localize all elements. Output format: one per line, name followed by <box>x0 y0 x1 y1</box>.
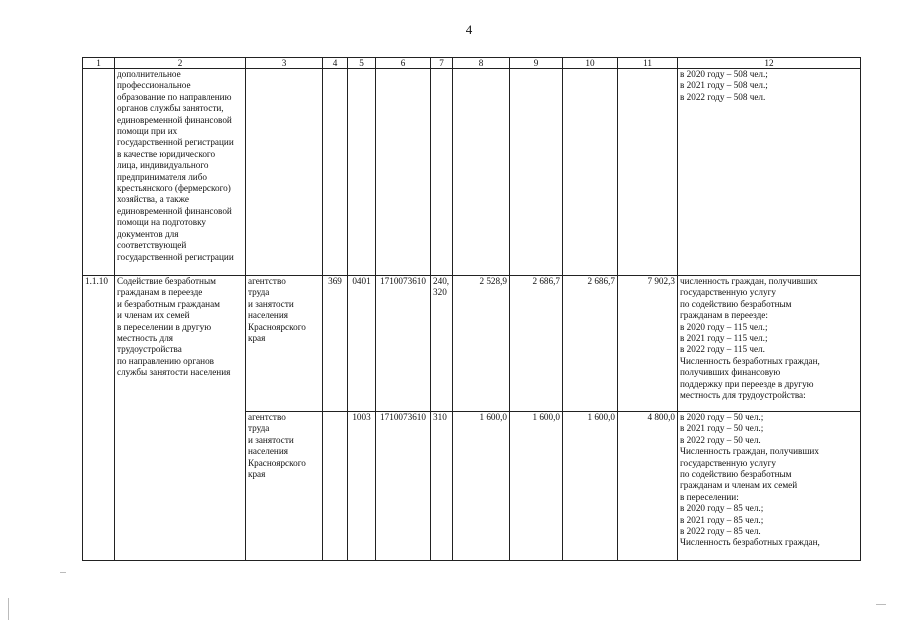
text-line: Численность граждан, получивших <box>680 446 819 457</box>
text-line: документов для <box>117 228 179 239</box>
text-line: в переселении: <box>680 491 739 502</box>
header-cell: 6 <box>376 58 431 69</box>
text-line: государственной регистрации <box>117 137 234 148</box>
scan-artifact <box>8 598 9 620</box>
header-row <box>83 58 861 69</box>
text-line: в 2021 году – 508 чел.; <box>680 80 768 91</box>
header-cell: 1 <box>83 58 115 69</box>
cell-col4 <box>323 69 348 276</box>
text-line: помощи при их <box>117 126 178 137</box>
text-line: государственной регистрации <box>117 251 234 262</box>
text-line: агентство <box>248 276 286 286</box>
text-line: государственную услугу <box>680 457 776 468</box>
text-line: хозяйства, а также <box>117 194 189 205</box>
scan-artifact <box>60 572 66 573</box>
text-line: населения <box>248 310 288 321</box>
cell-col5 <box>348 69 376 276</box>
header-cell: 10 <box>563 58 618 69</box>
text-line: лица, индивидуального <box>117 160 209 171</box>
text-line: в переселении в другую <box>117 321 212 332</box>
header-cell: 2 <box>115 58 246 69</box>
text-line: дополнительное <box>117 69 181 79</box>
text-line: гражданам в переезде: <box>680 310 768 321</box>
text-line: получивших финансовую <box>680 367 781 378</box>
text-line: агентство <box>248 412 286 422</box>
text-line: Красноярского <box>248 457 306 468</box>
text-line: в 2020 году – 85 чел.; <box>680 503 764 514</box>
budget-table <box>82 57 861 561</box>
cell-col11: 4 800,0 <box>618 412 678 561</box>
text-line: службы занятости населения <box>117 367 231 378</box>
text-line: края <box>248 333 266 344</box>
text-line: и занятости <box>248 434 294 445</box>
text-line: профессиональное <box>117 80 191 91</box>
text-line: в 2021 году – 85 чел.; <box>680 514 764 525</box>
cell-col10: 1 600,0 <box>563 412 618 561</box>
page-number: 4 <box>465 22 473 37</box>
text-line: гражданам в переезде <box>117 287 203 298</box>
text-line: единовременной финансовой <box>117 205 232 216</box>
text-line: Численность безработных граждан, <box>680 355 820 366</box>
text-line: в 2022 году – 508 чел. <box>680 91 766 102</box>
text-line: трудоустройства <box>117 344 182 355</box>
text-line: 240, <box>433 276 450 286</box>
cell-col9: 2 686,7 <box>510 276 563 412</box>
cell-col9 <box>510 69 563 276</box>
text-line: соответствующей <box>117 240 187 251</box>
text-line: крестьянского (фермерского) <box>117 183 231 194</box>
cell-result <box>678 412 861 561</box>
cell-description <box>115 69 246 276</box>
cell-description <box>115 276 246 561</box>
header-cell: 4 <box>323 58 348 69</box>
text-line: по направлению органов <box>117 355 215 366</box>
cell-col7 <box>431 276 453 412</box>
cell-col10 <box>563 69 618 276</box>
table-row-continued <box>83 69 861 276</box>
text-line: единовременной финансовой <box>117 114 232 125</box>
cell-col7 <box>431 412 453 561</box>
cell-col11: 7 902,3 <box>618 276 678 412</box>
text-line: 320 <box>433 287 447 298</box>
cell-col8 <box>453 69 510 276</box>
cell-agency <box>246 276 323 412</box>
cell-result <box>678 276 861 412</box>
cell-col11 <box>618 69 678 276</box>
cell-col5: 1003 <box>348 412 376 561</box>
cell-col6: 1710073610 <box>376 412 431 561</box>
text-line: по содействию безработным <box>680 469 792 480</box>
text-line: труда <box>248 287 270 298</box>
cell-col4: 369 <box>323 276 348 412</box>
text-line: и занятости <box>248 298 294 309</box>
cell-agency <box>246 412 323 561</box>
text-line: в 2022 году – 115 чел. <box>680 344 765 355</box>
text-line: помощи на подготовку <box>117 217 207 228</box>
text-line: в 2020 году – 115 чел.; <box>680 321 768 332</box>
text-line: края <box>248 469 266 480</box>
text-line: в 2022 году – 50 чел. <box>680 434 761 445</box>
text-line: Численность безработных граждан, <box>680 537 820 548</box>
cell-col6 <box>376 69 431 276</box>
cell-col7 <box>431 69 453 276</box>
header-cell: 11 <box>618 58 678 69</box>
header-cell: 12 <box>678 58 861 69</box>
cell-col4 <box>323 412 348 561</box>
cell-col8: 1 600,0 <box>453 412 510 561</box>
text-line: местность для трудоустройства: <box>680 390 806 401</box>
table-row-1-1-10 <box>83 276 861 412</box>
text-line: 310 <box>433 412 447 422</box>
scan-artifact <box>876 604 886 605</box>
text-line: местность для <box>117 333 174 344</box>
header-cell: 7 <box>431 58 453 69</box>
text-line: в качестве юридического <box>117 148 216 159</box>
text-line: населения <box>248 446 288 457</box>
text-line: по содействию безработным <box>680 298 792 309</box>
cell-agency <box>246 69 323 276</box>
text-line: предпринимателя либо <box>117 171 207 182</box>
header-cell: 8 <box>453 58 510 69</box>
text-line: численность граждан, получивших <box>680 276 818 286</box>
cell-col9: 1 600,0 <box>510 412 563 561</box>
text-line: Содействие безработным <box>117 276 216 286</box>
text-line: в 2020 году – 50 чел.; <box>680 412 764 422</box>
text-line: поддержку при переезде в другую <box>680 378 814 389</box>
text-line: и членам их семей <box>117 310 190 321</box>
text-line: образование по направлению <box>117 91 232 102</box>
cell-col8: 2 528,9 <box>453 276 510 412</box>
cell-code <box>83 69 115 276</box>
text-line: Красноярского <box>248 321 306 332</box>
header-cell: 5 <box>348 58 376 69</box>
header-cell: 3 <box>246 58 323 69</box>
text-line: государственную услугу <box>680 287 776 298</box>
text-line: в 2021 году – 50 чел.; <box>680 423 764 434</box>
text-line: в 2022 году – 85 чел. <box>680 526 761 537</box>
text-line: в 2021 году – 115 чел.; <box>680 333 768 344</box>
text-line: органов службы занятости, <box>117 103 224 114</box>
text-line: в 2020 году – 508 чел.; <box>680 69 768 79</box>
cell-code: 1.1.10 <box>83 276 115 561</box>
cell-result <box>678 69 861 276</box>
text-line: и безработным гражданам <box>117 298 220 309</box>
cell-col5: 0401 <box>348 276 376 412</box>
text-line: труда <box>248 423 270 434</box>
cell-col6: 1710073610 <box>376 276 431 412</box>
text-line: гражданам и членам их семей <box>680 480 798 491</box>
cell-col10: 2 686,7 <box>563 276 618 412</box>
header-cell: 9 <box>510 58 563 69</box>
